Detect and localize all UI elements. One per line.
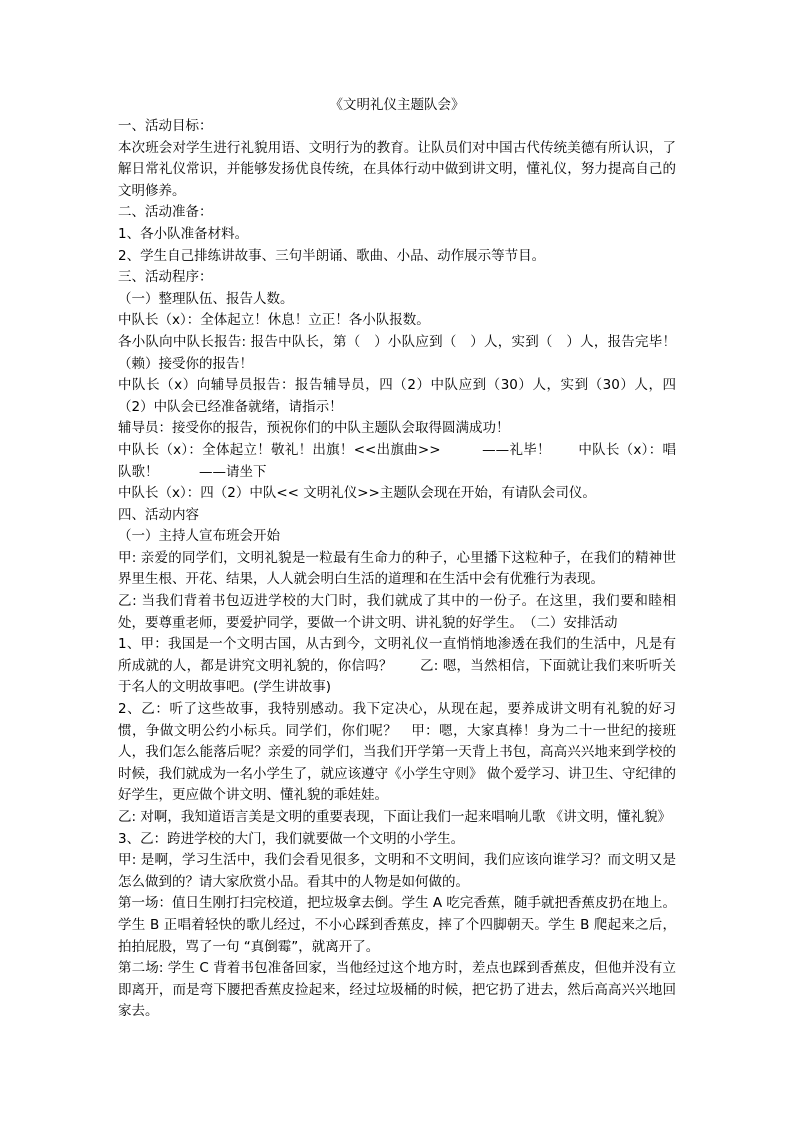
- paragraph-prep-1: 1、各小队准备材料。: [118, 225, 249, 242]
- document-title: 《文明礼仪主题队会》: [329, 97, 465, 113]
- paragraph-song: 乙: 对啊，我知道语言美是文明的重要表现，下面让我们一起来唱响儿歌 《讲文明，懂礼貌》: [118, 809, 672, 825]
- paragraph-report-to-counselor: 中队长（x）向辅导员报告：报告辅导员，四（2）中队应到（30）人，实到（30）人，四（2）中队会已经准备就绪，请指示！: [118, 377, 676, 415]
- paragraph-flag-ceremony: 中队长（x）：全体起立！敬礼！出旗！<<出旗曲>> ——礼毕！ 中队长（x）：唱队歌！ ——请坐下: [118, 441, 676, 480]
- heading-procedure: 三、活动程序：: [118, 269, 213, 286]
- paragraph-meeting-start: 中队长（x）：四（2）中队<< 文明礼仪>>主题队会现在开始，有请队会司仪。: [118, 485, 596, 502]
- document-page: [118, 94, 676, 1023]
- paragraph-goals: 本次班会对学生进行礼貌用语、文明行为的教育。让队员们对中国古代传统美德有所认识，了解日常礼仪常识，并能够发扬优良传统，在具体行动中做到讲文明，懂礼仪，努力提高自己的文明修养。: [118, 139, 676, 199]
- paragraph-prep-2: 2、学生自己排练讲故事、三句半朗诵、歌曲、小品、动作展示等节目。: [118, 247, 546, 264]
- paragraph-counselor-reply: 辅导员：接受你的报告，预祝你们的中队主题队会取得圆满成功！: [118, 420, 510, 437]
- paragraph-scene-2: 第二场: 学生 C 背着书包准备回家，当他经过这个地方时，差点也踩到香蕉皮，但他并没有立即离开，而是弯下腰把香蕉皮捡起来，经过垃圾桶的时候，把它扔了进去，然后高高兴兴地回家去。: [118, 960, 676, 1020]
- paragraph-skit-intro: 甲: 是啊，学习生活中，我们会看见很多，文明和不文明间，我们应该向谁学习？而文明又是怎么做到的？请大家欣赏小品。看其中的人物是如何做的。: [118, 852, 676, 890]
- paragraph-activity-3: 3、乙：跨进学校的大门，我们就要做一个文明的小学生。: [118, 830, 465, 847]
- paragraph-captain-command: 中队长（x）：全体起立！休息！立正！各小队报数。: [118, 312, 430, 329]
- heading-preparation: 二、活动准备：: [118, 204, 213, 221]
- paragraph-host-b: 乙: 当我们背着书包迈进学校的大门时，我们就成了其中的一份子。在这里，我们要和睦相处，要尊重老师，要爱护同学，要做一个讲文明、讲礼貌的好学生。 （二）安排活动: [118, 593, 676, 631]
- paragraph-squad-report: 各小队向中队长报告: 报告中队长，第（ ）小队应到（ ）人，实到（ ）人，报告完毕！（赖）接受你的报告！: [118, 333, 676, 372]
- heading-goals: 一、活动目标：: [118, 118, 213, 134]
- heading-content: 四、活动内容: [118, 506, 199, 523]
- paragraph-scene-1: 第一场：值日生刚打扫完校道，把垃圾拿去倒。学生 A 吃完香蕉，随手就把香蕉皮扔在地上。学生 B 正唱着轻快的歌儿经过，不小心踩到香蕉皮，摔了个四脚朝天。学生 B 爬起来之后，拍拍屁股，骂了一句 “真倒霉”，就离开了。: [118, 895, 676, 955]
- paragraph-host-announce: （一）主持人宣布班会开始: [118, 528, 280, 545]
- paragraph-procedure-1: （一）整理队伍、报告人数。: [118, 290, 294, 307]
- paragraph-activity-1: 1、甲：我国是一个文明古国，从古到今，文明礼仪一直悄悄地渗透在我们的生活中，凡是有所成就的人，都是讲究文明礼貌的，你信吗？ 乙: 嗯，当然相信，下面就让我们来听听关于名人的文明故事吧。(学生讲故事): [118, 636, 676, 696]
- paragraph-host-a: 甲: 亲爱的同学们，文明礼貌是一粒最有生命力的种子，心里播下这粒种子，在我们的精神世界里生根、开花、结果，人人就会明白生活的道理和在生活中会有优雅行为表现。: [118, 549, 676, 588]
- paragraph-activity-2: 2、乙：听了这些故事，我特别感动。我下定决心，从现在起，要养成讲文明有礼貌的好习惯，争做文明公约小标兵。同学们，你们呢？ 甲：嗯，大家真棒！身为二十一世纪的接班人，我们怎么能落后呢？亲爱的同学们，当我们开学第一天背上书包，高高兴兴地来到学校的时候，我们就成为一名小学生了，就应该遵守《小学生守则》 做个爱学习、讲卫生、守纪律的好学生，更应做个讲文明、懂礼貌的乖娃娃。: [118, 701, 676, 804]
